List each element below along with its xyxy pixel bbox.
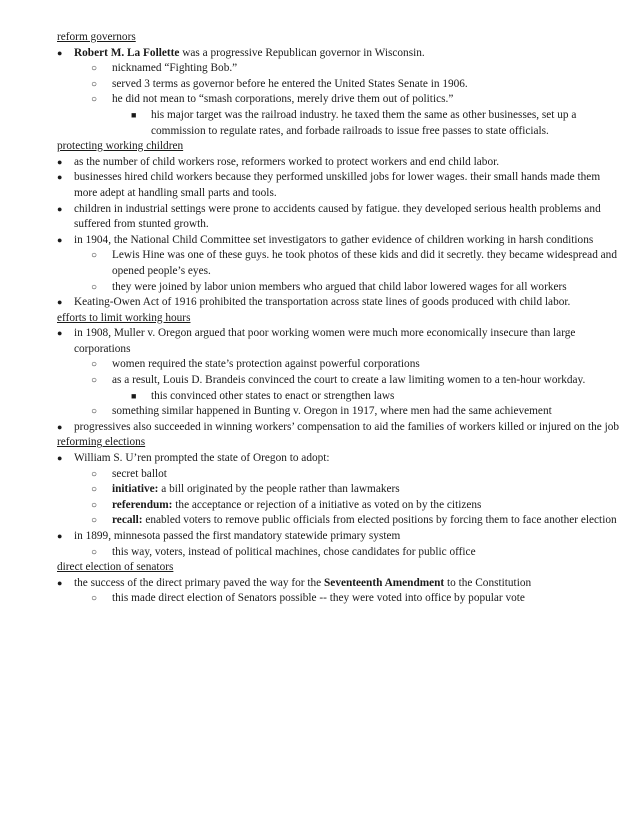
bold-term: Robert M. La Follette xyxy=(74,46,180,59)
hollow-circle-bullet-icon: ○ xyxy=(91,468,98,480)
square-bullet-icon: ■ xyxy=(131,109,137,120)
list-item xyxy=(56,92,624,108)
item-text: his major target was the railroad industry. he taxed them the same as other businesses, set up a commission to regulate rates, and forbade railroads to issue free passes to state officials. xyxy=(151,108,577,137)
item-text: progressives also succeeded in winning workers’ compensation to aid the families of workers killed or injured on the job xyxy=(74,420,620,433)
hollow-circle-bullet-icon: ○ xyxy=(91,281,98,293)
filled-circle-bullet-icon: ● xyxy=(57,421,63,432)
item-text: the acceptance or rejection of a initiative as voted on by the citizens xyxy=(172,498,482,511)
hollow-circle-bullet-icon: ○ xyxy=(91,250,98,262)
item-text: this way, voters, instead of political machines, chose candidates for public office xyxy=(112,545,476,558)
filled-circle-bullet-icon: ● xyxy=(57,328,63,339)
list-item xyxy=(56,326,624,357)
hollow-circle-bullet-icon: ○ xyxy=(91,78,98,90)
bold-term: Seventeenth Amendment xyxy=(324,576,445,589)
item-text: enabled voters to remove public officials from elected positions by forcing them to face another election xyxy=(142,514,617,527)
item-text: women required the state’s protection against powerful corporations xyxy=(112,358,420,371)
item-text: in 1904, the National Child Committee set investigators to gather evidence of children working in harsh conditions xyxy=(74,233,594,246)
hollow-circle-bullet-icon: ○ xyxy=(91,484,98,496)
list-item xyxy=(56,482,624,498)
list-item xyxy=(56,61,624,77)
list-item xyxy=(56,373,624,389)
list-item xyxy=(56,404,624,420)
list-item xyxy=(56,467,624,483)
list-item xyxy=(56,295,624,311)
hollow-circle-bullet-icon: ○ xyxy=(91,499,98,511)
filled-circle-bullet-icon: ● xyxy=(57,172,63,183)
section-heading: direct election of senators xyxy=(57,561,174,574)
list-item xyxy=(56,108,624,139)
hollow-circle-bullet-icon: ○ xyxy=(91,515,98,527)
bold-term: recall: xyxy=(112,514,143,527)
list-item xyxy=(56,513,624,529)
item-text: nicknamed “Fighting Bob.” xyxy=(112,62,238,75)
item-text-after: to the Constitution xyxy=(444,576,532,589)
item-text: as the number of child workers rose, reformers worked to protect workers and end child labor. xyxy=(74,155,500,168)
item-text: this made direct election of Senators possible -- they were voted into office by popular vote xyxy=(112,592,525,605)
section-heading: efforts to limit working hours xyxy=(57,311,191,324)
hollow-circle-bullet-icon: ○ xyxy=(91,63,98,75)
list-item xyxy=(56,420,624,436)
item-text: in 1908, Muller v. Oregon argued that poor working women were much more economically insecure than large corporations xyxy=(74,327,576,355)
filled-circle-bullet-icon: ● xyxy=(57,577,63,588)
item-text: was a progressive Republican governor in Wisconsin. xyxy=(179,46,425,59)
list-item xyxy=(56,202,624,233)
bold-term: referendum: xyxy=(112,498,173,511)
item-text: something similar happened in Bunting v. Oregon in 1917, where men had the same achievement xyxy=(112,405,552,418)
list-item xyxy=(56,233,624,249)
item-text: a bill originated by the people rather than lawmakers xyxy=(158,483,400,496)
filled-circle-bullet-icon: ● xyxy=(57,203,63,214)
filled-circle-bullet-icon: ● xyxy=(57,531,63,541)
filled-circle-bullet-icon: ● xyxy=(57,47,63,58)
item-text: secret ballot xyxy=(112,467,167,480)
item-text: Keating-Owen Act of 1916 prohibited the transportation across state lines of goods produced with child labor. xyxy=(74,296,571,309)
list-item xyxy=(56,529,624,545)
hollow-circle-bullet-icon: ○ xyxy=(91,359,98,371)
bold-term: initiative: xyxy=(112,483,159,496)
hollow-circle-bullet-icon: ○ xyxy=(91,94,98,106)
list-item xyxy=(56,591,624,607)
item-text: the success of the direct primary paved the way for the xyxy=(74,576,325,589)
filled-circle-bullet-icon: ● xyxy=(57,156,63,167)
list-item xyxy=(56,389,624,405)
document-content xyxy=(56,30,624,607)
hollow-circle-bullet-icon: ○ xyxy=(91,546,98,558)
item-text: in 1899, minnesota passed the first mandatory statewide primary system xyxy=(74,530,401,542)
item-text: businesses hired child workers because they performed unskilled jobs for lower wages. their small hands made them more adept at handling small parts and tools. xyxy=(74,171,601,199)
filled-circle-bullet-icon: ● xyxy=(57,234,63,245)
item-text: served 3 terms as governor before he entered the United States Senate in 1906. xyxy=(112,77,468,90)
item-text: children in industrial settings were prone to accidents caused by fatigue. they developed serious health problems and suffered from stunted growth. xyxy=(74,202,601,231)
item-text: they were joined by labor union members who argued that child labor lowered wages for all workers xyxy=(112,280,567,293)
hollow-circle-bullet-icon: ○ xyxy=(91,593,98,605)
item-text: he did not mean to “smash corporations, merely drive them out of politics.” xyxy=(112,93,454,106)
section-heading: protecting working children xyxy=(57,140,184,153)
list-item xyxy=(56,46,624,62)
list-item xyxy=(56,576,624,592)
item-text: as a result, Louis D. Brandeis convinced the court to create a law limiting women to a ten-hour workday. xyxy=(112,374,586,387)
item-text: William S. U’ren prompted the state of Oregon to adopt: xyxy=(74,452,330,465)
filled-circle-bullet-icon: ● xyxy=(57,453,63,464)
list-item xyxy=(56,498,624,514)
item-text: Lewis Hine was one of these guys. he took photos of these kids and did it secretly. they became widespread and opened people’s eyes. xyxy=(112,249,617,277)
list-item xyxy=(56,155,624,171)
list-item xyxy=(56,170,624,201)
list-item xyxy=(56,280,624,296)
list-item xyxy=(56,77,624,93)
section-heading: reforming elections xyxy=(57,436,146,449)
filled-circle-bullet-icon: ● xyxy=(57,297,63,308)
section-heading: reform governors xyxy=(57,31,136,43)
list-item xyxy=(56,248,624,279)
list-item xyxy=(56,357,624,373)
hollow-circle-bullet-icon: ○ xyxy=(91,406,98,418)
hollow-circle-bullet-icon: ○ xyxy=(91,375,98,387)
list-item xyxy=(56,545,624,561)
square-bullet-icon: ■ xyxy=(131,390,137,401)
item-text: this convinced other states to enact or strengthen laws xyxy=(151,389,395,402)
list-item xyxy=(56,451,624,467)
